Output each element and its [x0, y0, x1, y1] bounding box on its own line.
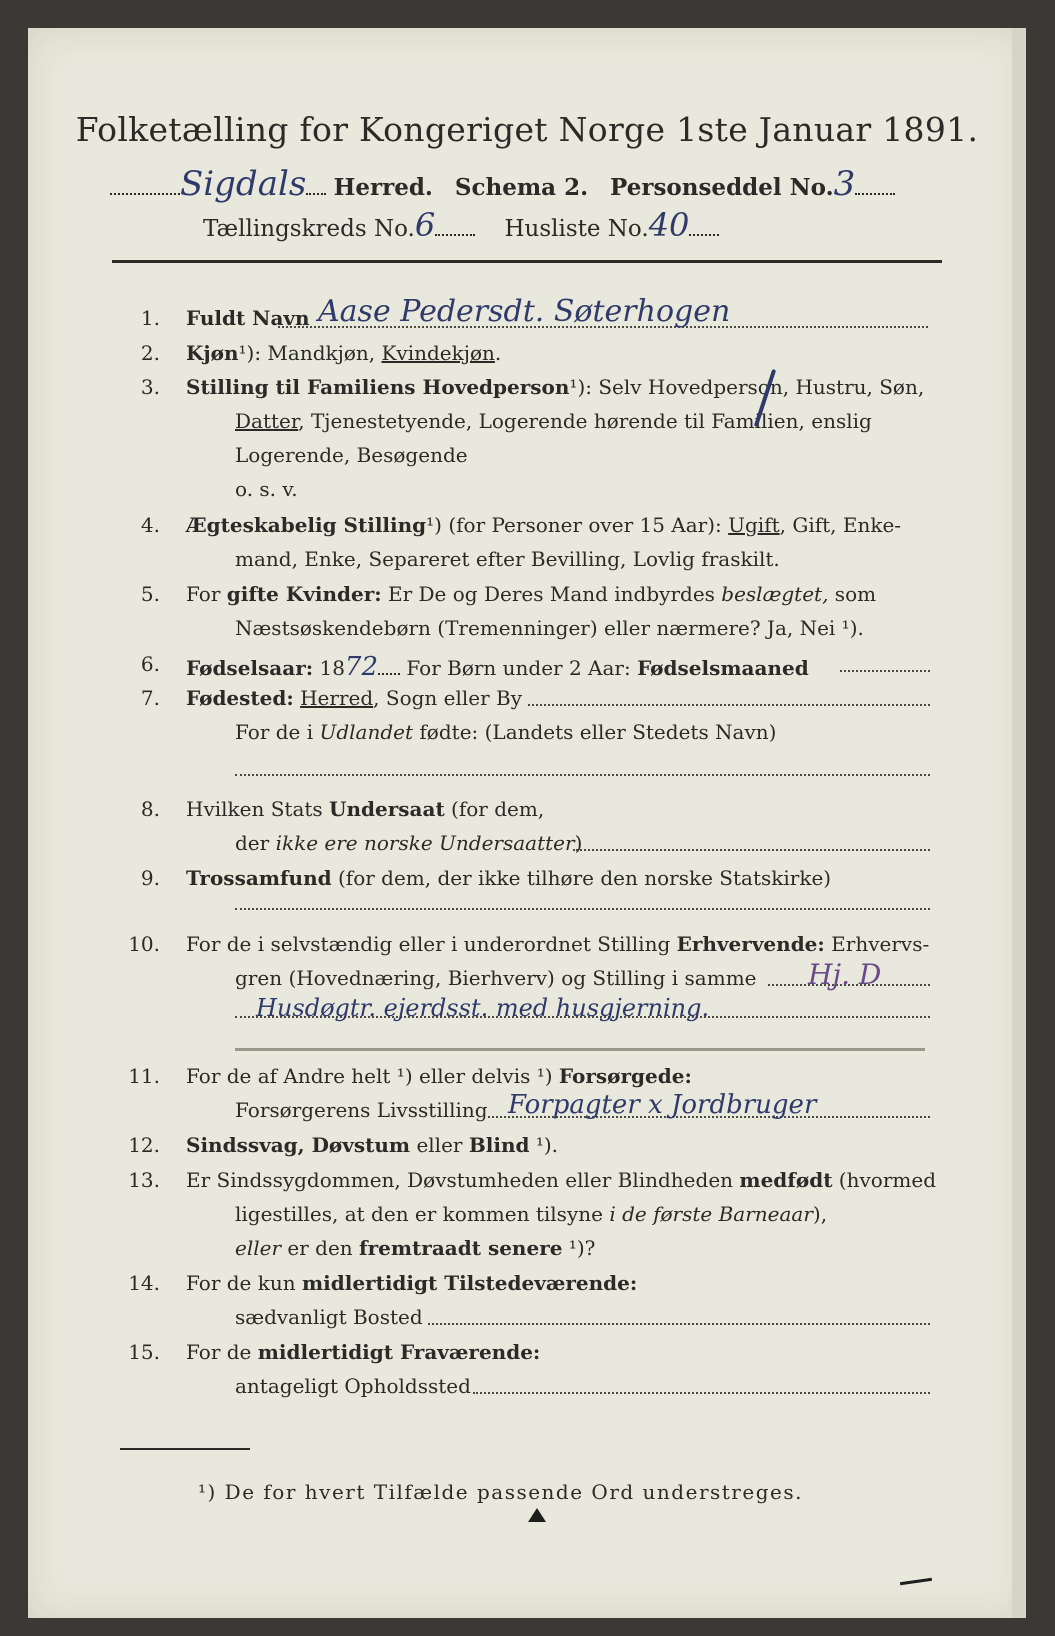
full-name-answer: Aase Pedersdt. Søterhogen — [318, 294, 731, 329]
herred-value: Sigdals — [180, 164, 307, 204]
item-number: 9. — [140, 866, 160, 890]
item-number: 13. — [128, 1168, 160, 1192]
ink-mark — [900, 1578, 932, 1585]
occupation-answer: Husdøgtr. ejerdsst. med husgjerning. — [256, 994, 710, 1022]
herred-label: Herred. — [333, 174, 433, 201]
item-number: 15. — [128, 1340, 160, 1364]
footnote: ¹) De for hvert Tilfælde passende Ord understreges. — [198, 1480, 803, 1504]
taellingskreds-value: 6 — [414, 206, 436, 244]
strike-line — [235, 1048, 925, 1051]
provider-occupation-answer: Forpagter x Jordbruger — [508, 1090, 817, 1120]
item-label: Fuldt Navn — [186, 306, 310, 330]
item-number: 4. — [140, 513, 160, 537]
personseddel-value: 3 — [833, 164, 856, 204]
item-number: 10. — [128, 932, 160, 956]
footnote-rule — [120, 1448, 250, 1450]
selected-option: Herred — [300, 686, 374, 710]
item-number: 6. — [140, 652, 160, 676]
item-number: 1. — [140, 306, 160, 330]
item-number: 5. — [140, 582, 160, 606]
selected-option: Datter — [235, 409, 299, 433]
header-divider — [112, 260, 942, 263]
selected-option: Kvindekjøn — [381, 341, 495, 365]
page-edge — [1012, 28, 1026, 1618]
ink-mark — [528, 1508, 546, 1522]
husliste-value: 40 — [648, 206, 690, 244]
item-number: 11. — [128, 1064, 160, 1088]
item-number: 3. — [140, 375, 160, 399]
answer-line — [235, 774, 930, 776]
item-number: 14. — [128, 1271, 160, 1295]
occupation-code-answer: Hj. D — [808, 958, 882, 991]
header-line-2 — [203, 206, 719, 244]
birth-year-answer: 72 — [344, 652, 379, 682]
answer-line — [235, 908, 930, 910]
item-number: 12. — [128, 1133, 160, 1157]
selected-option: Ugift — [728, 513, 780, 537]
header-line-1 — [110, 164, 895, 204]
personseddel-label: Personseddel No. — [610, 174, 834, 201]
item-number: 8. — [140, 797, 160, 821]
item-number: 7. — [140, 686, 160, 710]
husliste-label: Husliste No. — [504, 216, 649, 242]
item-number: 2. — [140, 341, 160, 365]
form-title: Folketælling for Kongeriget Norge 1ste Januar 1891. — [75, 110, 979, 149]
census-form-sheet: Folketælling for Kongeriget Norge 1ste Januar 1891. Sigdals Herred. Schema 2. Personseddel No.3 Tællingskreds No.6 Husliste No.40 1. Fuldt Navn Aase Pedersdt. Søterhogen 2. Kjøn¹): Mandkjøn, Kvindekjøn. 3. Stilling til Familiens Hovedperson¹): Selv Hovedperson, Hustru, Søn, Datter, Tjenestetyende, Logerende hørende til Familien, enslig Logerende, Besøgende o. s. v. 4. Ægteskabelig Stilling¹) (for Personer over 15 Aar): Ugift, Gift, Enke- mand, Enke, Separeret efter Bevilling, Lovlig fraskilt. 5. For gifte Kvinder: Er De og Deres Mand indbyrdes beslægtet, som Næstsøskendebørn (Tremenninger) eller nærmere? Ja, Nei ¹). 6. Fødselsaar: 1872 For Børn under 2 Aar: Fødselsmaaned 7. Fødested: Herred, Sogn eller By For de i Udlandet fødte: (Landets eller Stedets Navn) 8. Hvilken Stats Undersaat (for dem, der ikke ere norske Undersaatter) 9. Trossamfund (for dem, der ikke tilhøre den norske Statskirke) 10. For de i selvstændig eller i underordnet Stilling Erhvervende: Erhvervs- gren (Hovednæring, Bierhverv) og Stilling i samme Hj. D Husdøgtr. ejerdsst. med husgjerning. 11. For de af Andre helt ¹) eller delvis ¹) Forsørgede: Forsørgerens Livsstilling Forpagter x Jordbruger 12. Sindssvag, Døvstum eller Blind ¹). 13. Er Sindssygdommen, Døvstumheden eller Blindheden medfødt (hvormed ligestilles, at den er kommen tilsyne i de første Barneaar), eller er den fremtraadt senere ¹)? 14. For de kun midlertidigt Tilstedeværende: sædvanligt Bosted 15. For de midlertidigt Fraværende: antageligt Opholdssted ¹) De for hvert Tilfælde passende Ord understreges. — [28, 28, 1026, 1618]
taellingskreds-label: Tællingskreds No. — [203, 216, 415, 242]
schema-label: Schema 2. — [454, 174, 589, 201]
